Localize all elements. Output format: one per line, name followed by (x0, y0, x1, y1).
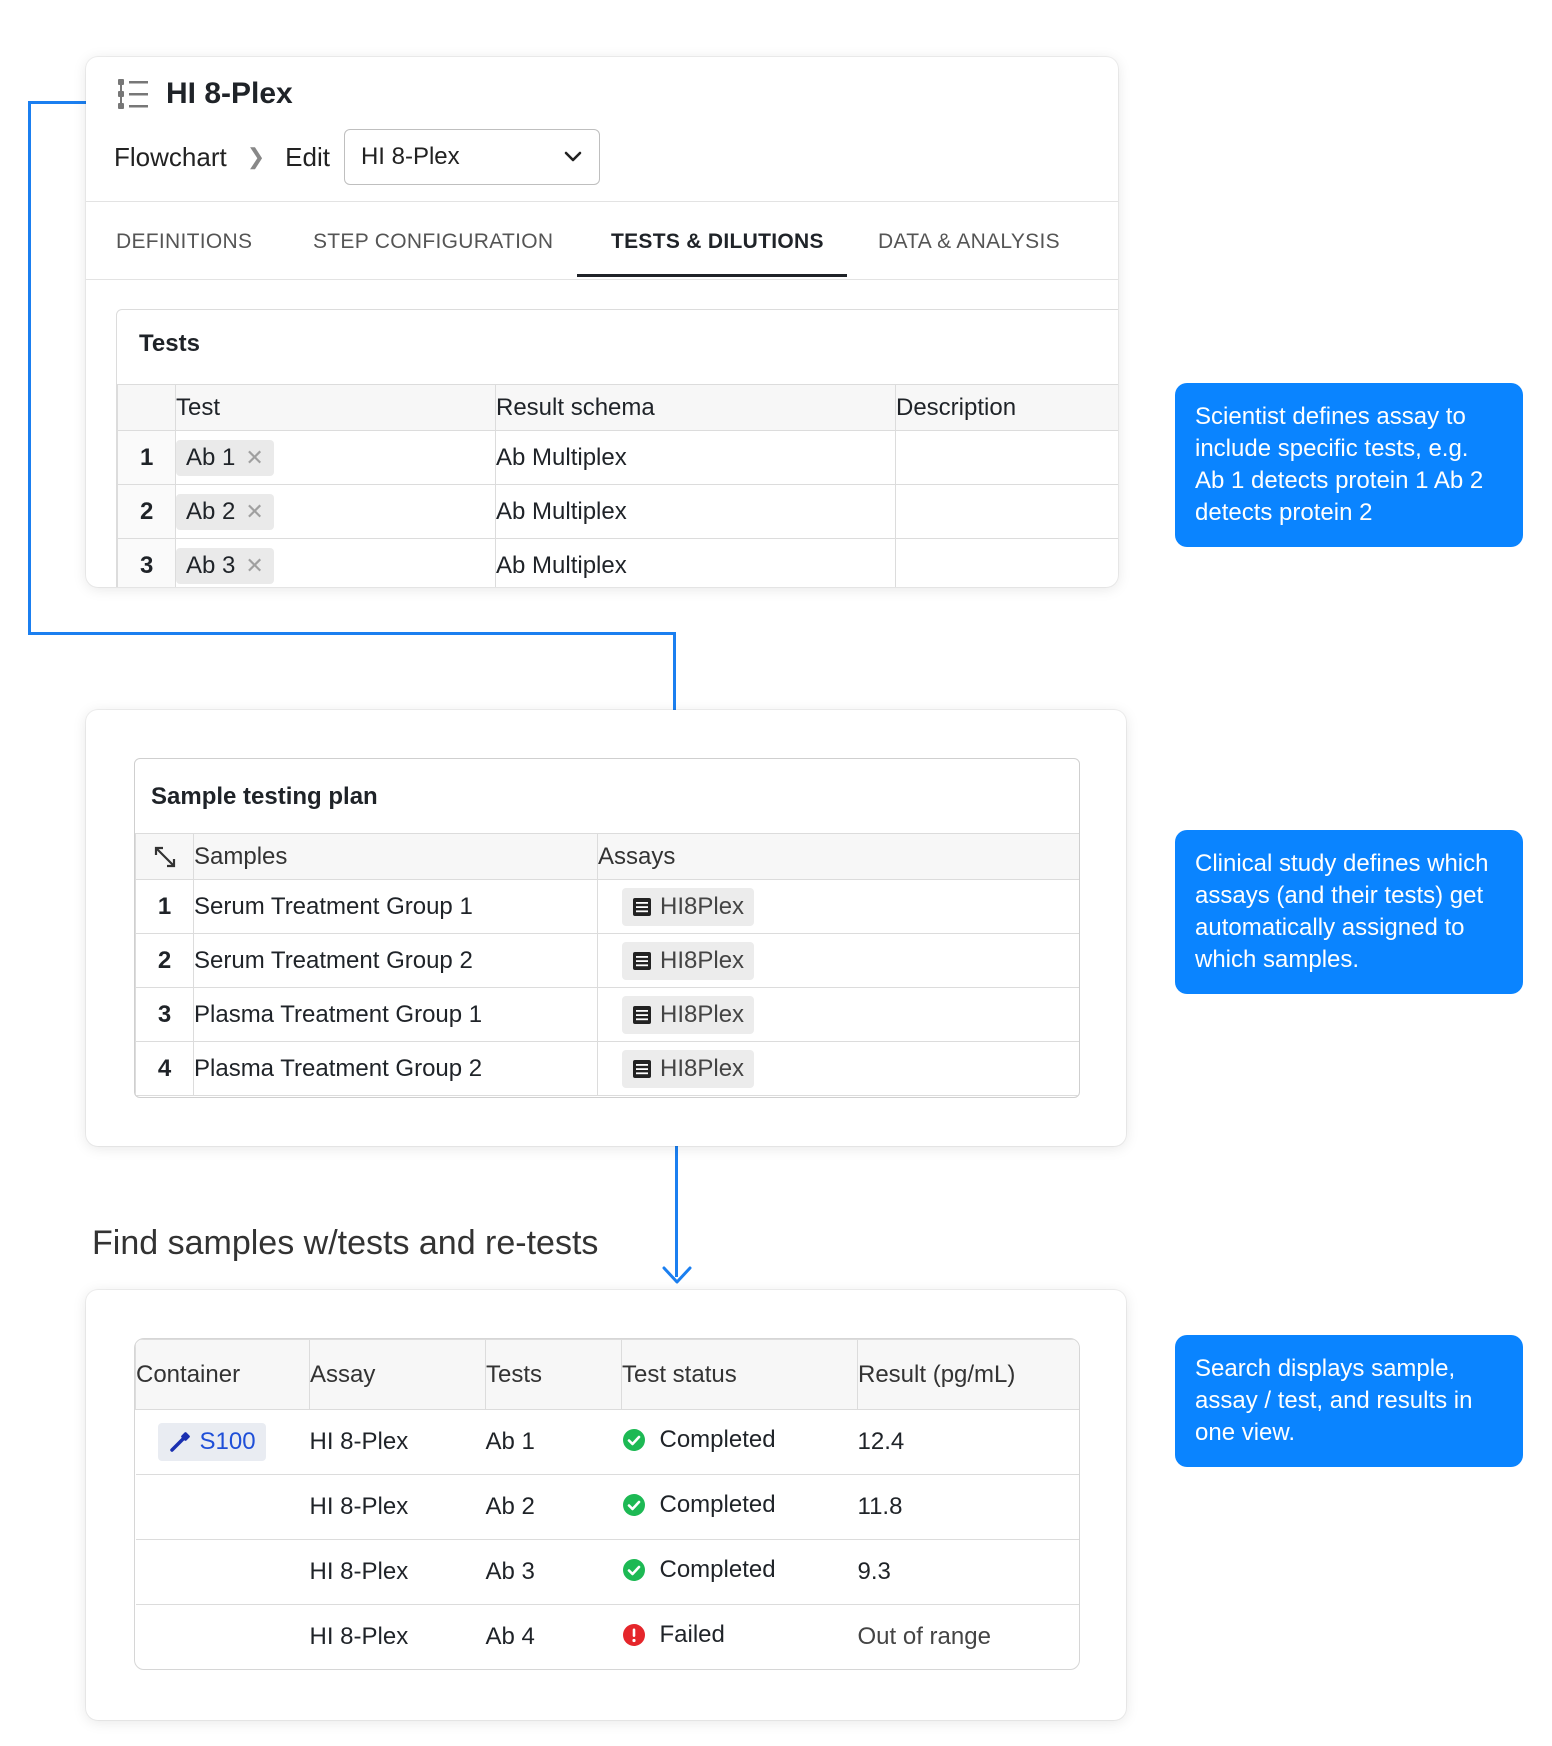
assay-select-value: HI 8-Plex (360, 143, 460, 170)
assay-title: HI 8-Plex (166, 77, 293, 110)
chevron-down-icon (563, 150, 583, 164)
tab-step-configuration[interactable]: STEP CONFIGURATION (313, 230, 554, 253)
row-number: 2 (136, 934, 194, 988)
connector-bottom-horizontal (28, 632, 674, 635)
table-row (118, 485, 1119, 539)
assay-chip-label: HI8Plex (660, 892, 745, 920)
result-schema-cell: Ab Multiplex (496, 431, 896, 485)
container-label: S100 (199, 1428, 256, 1455)
tab-definitions[interactable]: DEFINITIONS (116, 230, 253, 253)
status-badge (622, 1621, 725, 1649)
search-heading: Find samples w/tests and re-tests (92, 1224, 599, 1262)
check-circle-icon (622, 1428, 646, 1452)
assay-cell: HI 8-Plex (310, 1410, 486, 1475)
close-icon[interactable]: ✕ (245, 498, 264, 524)
check-circle-icon (622, 1493, 646, 1517)
test-chip-label: Ab 3 (186, 551, 236, 579)
table-row (136, 1475, 1081, 1540)
column-header-description: Description (896, 385, 1119, 431)
table-icon (632, 1005, 652, 1025)
assay-chip-label: HI8Plex (660, 946, 745, 974)
column-header-container: Container (136, 1340, 310, 1410)
assay-cell (598, 934, 1081, 988)
table-row (118, 539, 1119, 588)
table-row (136, 1410, 1081, 1475)
assay-header (86, 57, 1118, 202)
tests-title: Tests (139, 330, 200, 357)
callout-search-view: Search displays sample, assay / test, and results in one view. (1175, 1335, 1523, 1467)
test-chip-label: Ab 2 (186, 497, 236, 525)
row-number: 1 (136, 880, 194, 934)
column-header-assays: Assays (598, 834, 1081, 880)
result-cell: Out of range (858, 1605, 1081, 1670)
test-cell: Ab 2 (486, 1475, 622, 1540)
breadcrumb (114, 129, 600, 185)
row-number: 3 (118, 539, 176, 588)
arrow-down-icon (662, 1264, 692, 1286)
check-circle-icon (622, 1558, 646, 1582)
connector-top-stub (28, 101, 86, 104)
page-title (116, 77, 293, 111)
table-icon (632, 951, 652, 971)
tab-data-analysis[interactable]: DATA & ANALYSIS (878, 230, 1060, 253)
container-cell (136, 1540, 310, 1605)
table-icon (632, 1059, 652, 1079)
test-chip[interactable] (176, 494, 274, 530)
test-cell (176, 431, 496, 485)
row-number: 2 (118, 485, 176, 539)
test-chip[interactable] (176, 548, 274, 584)
sample-cell: Plasma Treatment Group 2 (194, 1042, 598, 1096)
table-row (136, 880, 1081, 934)
column-header-result: Result (pg/mL) (858, 1340, 1081, 1410)
result-schema-cell: Ab Multiplex (496, 485, 896, 539)
test-cell: Ab 4 (486, 1605, 622, 1670)
assay-chip[interactable] (622, 996, 754, 1034)
assay-chip-label: HI8Plex (660, 1000, 745, 1028)
assay-cell: HI 8-Plex (310, 1605, 486, 1670)
table-row (136, 934, 1081, 988)
assay-editor-card (86, 57, 1118, 587)
test-chip[interactable] (176, 440, 274, 476)
table-row (136, 1605, 1081, 1670)
pipette-icon (168, 1430, 192, 1454)
table-row (118, 431, 1119, 485)
search-results-card (86, 1290, 1126, 1720)
assay-cell: HI 8-Plex (310, 1540, 486, 1605)
sample-plan-card (86, 710, 1126, 1146)
status-label: Completed (659, 1425, 776, 1453)
status-label: Completed (659, 1555, 776, 1583)
assay-cell (598, 988, 1081, 1042)
test-cell (176, 485, 496, 539)
callout-clinical-study: Clinical study defines which assays (and their tests) get automatically assigned to which samples. (1175, 830, 1523, 994)
connector-left-vertical (28, 101, 31, 635)
tab-bar (86, 202, 1118, 280)
active-tab-indicator (577, 274, 847, 277)
column-header-samples: Samples (194, 834, 598, 880)
list-icon (116, 77, 150, 111)
assay-cell: HI 8-Plex (310, 1475, 486, 1540)
sample-plan-title: Sample testing plan (151, 783, 378, 810)
column-header-assay: Assay (310, 1340, 486, 1410)
sample-plan-panel (134, 758, 1080, 1098)
table-row (136, 988, 1081, 1042)
assay-chip-label: HI8Plex (660, 1054, 745, 1082)
result-cell: 12.4 (858, 1410, 1081, 1475)
column-header-tests: Tests (486, 1340, 622, 1410)
breadcrumb-edit: Edit (285, 141, 330, 172)
search-results-table (135, 1339, 1080, 1670)
status-label: Failed (659, 1620, 725, 1648)
assay-cell (598, 1042, 1081, 1096)
search-results-panel (134, 1338, 1080, 1670)
chevron-right-icon: ❯ (246, 144, 266, 169)
assay-select[interactable] (344, 129, 600, 185)
assay-cell (598, 880, 1081, 934)
assay-chip[interactable] (622, 1050, 754, 1088)
container-link[interactable] (158, 1423, 266, 1461)
column-header-test: Test (176, 385, 496, 431)
test-cell: Ab 1 (486, 1410, 622, 1475)
container-cell (136, 1410, 310, 1475)
sample-plan-table (135, 833, 1080, 1096)
status-label: Completed (659, 1490, 776, 1518)
description-cell[interactable] (896, 539, 1119, 588)
expand-header[interactable] (136, 834, 194, 880)
test-cell (176, 539, 496, 588)
assay-chip[interactable] (622, 942, 754, 980)
table-icon (632, 897, 652, 917)
table-row (136, 1540, 1081, 1605)
result-cell: 11.8 (858, 1475, 1081, 1540)
error-circle-icon (622, 1623, 646, 1647)
status-cell (622, 1605, 858, 1670)
status-cell (622, 1540, 858, 1605)
status-badge (622, 1491, 776, 1519)
status-cell (622, 1410, 858, 1475)
column-header-result-schema: Result schema (496, 385, 896, 431)
sample-cell: Serum Treatment Group 2 (194, 934, 598, 988)
status-badge (622, 1426, 776, 1454)
description-cell[interactable] (896, 485, 1119, 539)
row-number-header (118, 385, 176, 431)
close-icon[interactable]: ✕ (245, 552, 264, 578)
tests-panel (116, 309, 1118, 587)
callout-define-assay: Scientist defines assay to include specific tests, e.g. Ab 1 detects protein 1 Ab 2 detects protein 2 (1175, 383, 1523, 547)
result-cell: 9.3 (858, 1540, 1081, 1605)
sample-cell: Serum Treatment Group 1 (194, 880, 598, 934)
status-cell (622, 1475, 858, 1540)
assay-chip[interactable] (622, 888, 754, 926)
expand-icon[interactable] (153, 845, 177, 869)
test-cell: Ab 3 (486, 1540, 622, 1605)
container-cell (136, 1475, 310, 1540)
close-icon[interactable]: ✕ (245, 444, 264, 470)
description-cell[interactable] (896, 431, 1119, 485)
sample-cell: Plasma Treatment Group 1 (194, 988, 598, 1042)
container-cell (136, 1605, 310, 1670)
result-schema-cell: Ab Multiplex (496, 539, 896, 588)
status-badge (622, 1556, 776, 1584)
test-chip-label: Ab 1 (186, 443, 236, 471)
row-number: 3 (136, 988, 194, 1042)
tests-table (117, 384, 1118, 587)
row-number: 1 (118, 431, 176, 485)
row-number: 4 (136, 1042, 194, 1096)
tab-tests-dilutions[interactable]: TESTS & DILUTIONS (611, 230, 824, 253)
breadcrumb-flowchart[interactable]: Flowchart (114, 141, 227, 172)
column-header-test-status: Test status (622, 1340, 858, 1410)
table-row (136, 1042, 1081, 1096)
